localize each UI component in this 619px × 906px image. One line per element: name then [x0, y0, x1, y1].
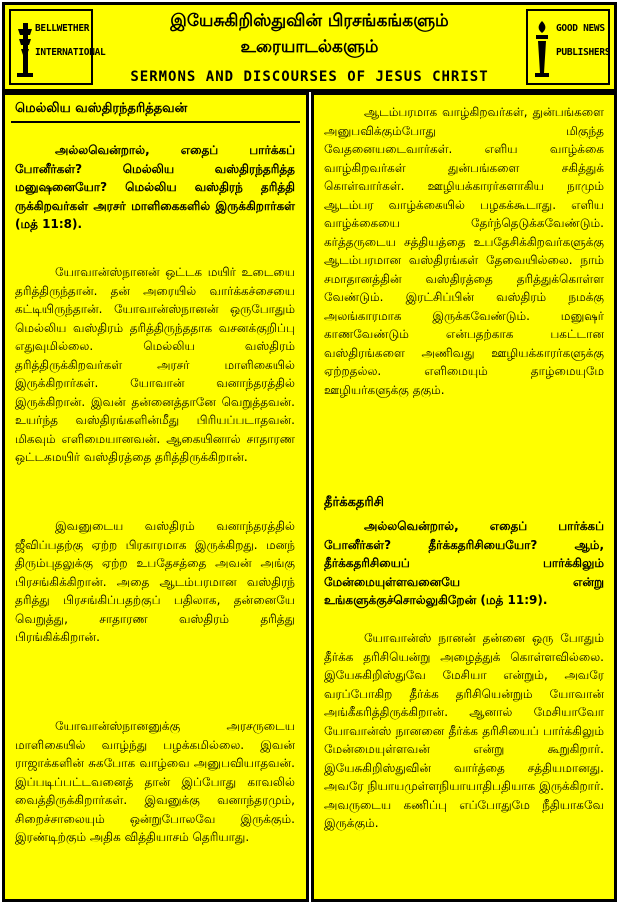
logo-right-line2: PUBLISHERS [556, 47, 611, 58]
paragraph-3: யோவான்ஸ்நானனுக்கு அரசருடைய மாளிகையில் வாழ்ந்து பழக்கமில்லை. இவன் ராஜாக்களின் சுகபோக வாழ்வை அனுபவியாதவன். இப்படிப்பட்டவனைத் தான் இப்போது காவலில் வைத்திருக்கிறார்கள். இவனுக்கு வனாந்தரமும், சிறைச்சாலையும் ஒன்றுபோலவே இருக்கும். இரண்டிற்கும் அதிக வித்தியாசம் தெரியாது. [15, 719, 295, 844]
scripture-quote-matt-11-9: அல்லவென்றால், எதைப் பார்க்கப் போனீர்கள்? தீர்க்கதரிசியையோ? ஆம், தீர்க்கதரிசியைப் பார்க்கிலும் மேன்மையுள்ளவனையே என்று உங்களுக்குச்சொல்லுகிறேன் (மத் 11:9). [324, 519, 604, 607]
paragraph-2: இவனுடைய வஸ்திரம் வனாந்தரத்தில் ஜீவிப்பதற்கு ஏற்ற பிரகாரமாக இருக்கிறது. மனந் திரும்புதலுக்கு ஏற்ற உபதேசத்தை அவன் அங்கு பிரசங்கிக்கிறான். அதை ஆடம்பரமான வஸ்திரந் தரித்து பிரசங்கிப்பதற்குப் பதிலாக, தன்னையே வெறுத்து, சாதாரண வஸ்திரம் தரித்து பிரங்கிக்கிறான். [15, 519, 295, 644]
paragraph-5: யோவான்ஸ் நானன் தன்னை ஒரு போதும் தீர்க்க தரிசியென்று அழைத்துக் கொள்ளவில்லை. இயேசுகிறிஸ்துவே மேசியா என்றும், அவரே வரப்போகிற தீர்க்க தரிசியென்றும் யோவான் அங்கீகரித்திருக்கிறான். ஆனால் மேசியாவோ யோவான்ஸ் நானனை தீர்க்க தரிசியைப் பார்க்கிலும் மேன்மையுள்ளவன் என்று கூறுகிறார். இயேசுகிறிஸ்துவின் வார்த்தை சத்தியமானது. அவரே நியாயமுள்ளநியாயாதிபதியாக இருக்கிறார். அவருடைய கணிப்பு எப்போதுமே நீதியாகவே இருக்கும். [324, 631, 604, 830]
title-tamil-line2: உரையாடல்களும் [240, 37, 379, 57]
bellwether-logo-text [35, 17, 105, 65]
section-heading-prophet: தீர்க்கதரிசி [324, 495, 384, 510]
title-english: SERMONS AND DISCOURSES OF JESUS CHRIST [130, 69, 489, 85]
paragraph-1: யோவான்ஸ்நானன் ஒட்டக மயிர் உடையை தரித்திருந்தான். தன் அரையில் வார்க்கச்சையை கட்டியிருந்தான். யோவான்ஸ்நானன் ஒருபோதும் மெல்லிய வஸ்திரம் தரித்திருந்ததாக வசனக்குறிப்பு எதுவுமில்லை. மெல்லிய வஸ்திரம் தரித்திருக்கிறவர்கள் அரசர் மாளிகையில் இருக்கிறார்கள். யோவான் வனாந்தரத்தில் இருக்கிறான். இவன் தன்னைத்தானே வெறுத்தவன். உயர்ந்த வஸ்திரங்களின்மீது பிரியப்படாதவன். மிகவும் எளிமையானவன். ஆகையினால் சாதாரண ஒட்டகமயிர் வஸ்திரத்தை தரித்திருக்கிறான். [15, 265, 295, 464]
good-news-logo-text [556, 17, 610, 65]
paragraph-4: ஆடம்பரமாக வாழ்கிறவர்கள், துன்பங்களை அனுபவிக்கும்போது மிகுந்த வேதனையடைவார்கள். எளிய வாழ்க்கை வாழ்கிறவர்கள் துன்பங்களை சகித்துக் கொள்வார்கள். ஊழியக்காரர்களாகிய நாமும் ஆடம்பர வாழ்க்கையில் பழகக்கூடாது. எளிய வாழ்க்கையை தேர்ந்தெடுக்கவேண்டும். கர்த்தருடைய சத்தியத்தை உபதேசிக்கிறவர்களுக்கு ஆடம்பரமான வஸ்திரங்கள் தேவையில்லை. நாம் சமாதானத்தின் வஸ்திரத்தை தரித்துக்கொள்ள வேண்டும். இரட்சிப்பின் வஸ்திரம் நமக்கு அலங்காரமாக இருக்கவேண்டும். மனுஷர் காணவேண்டும் என்பதற்காக பகட்டான வஸ்திரங்களை அணிவது ஊழியக்காரர்களுக்கு ஏற்றதல்ல. எளிமையும் தாழ்மையுமே ஊழியர்களுக்கு தகும். [324, 105, 604, 397]
logo-left-line2: INTERNATIONAL [35, 47, 106, 58]
right-column [311, 92, 617, 902]
good-news-logo [526, 9, 610, 85]
scripture-quote-matt-11-8: அல்லவென்றால், எதைப் பார்க்கப் போனீர்கள்? மெல்லிய வஸ்திரந்தரித்த மனுஷனையோ? மெல்லிய வஸ்திரந் தரித்தி ருக்கிறவர்கள் அரசர் மாளிகைகளில் இருக்கிறார்கள் (மத் 11:8). [15, 143, 295, 231]
ram-icon [15, 19, 35, 79]
section-heading-soft-clothing: மெல்லிய வஸ்திரந்தரித்தவன் [15, 101, 188, 116]
title-area [103, 5, 516, 89]
logo-right-line1: GOOD NEWS [556, 23, 605, 34]
header-banner [2, 2, 617, 92]
left-column [2, 92, 309, 902]
heading-divider [11, 121, 300, 123]
logo-left-line1: BELLWETHER [35, 23, 90, 34]
title-tamil-line1: இயேசுகிறிஸ்துவின் பிரசங்கங்களும் [170, 11, 449, 31]
torch-icon [532, 19, 552, 79]
bellwether-logo [9, 9, 106, 85]
